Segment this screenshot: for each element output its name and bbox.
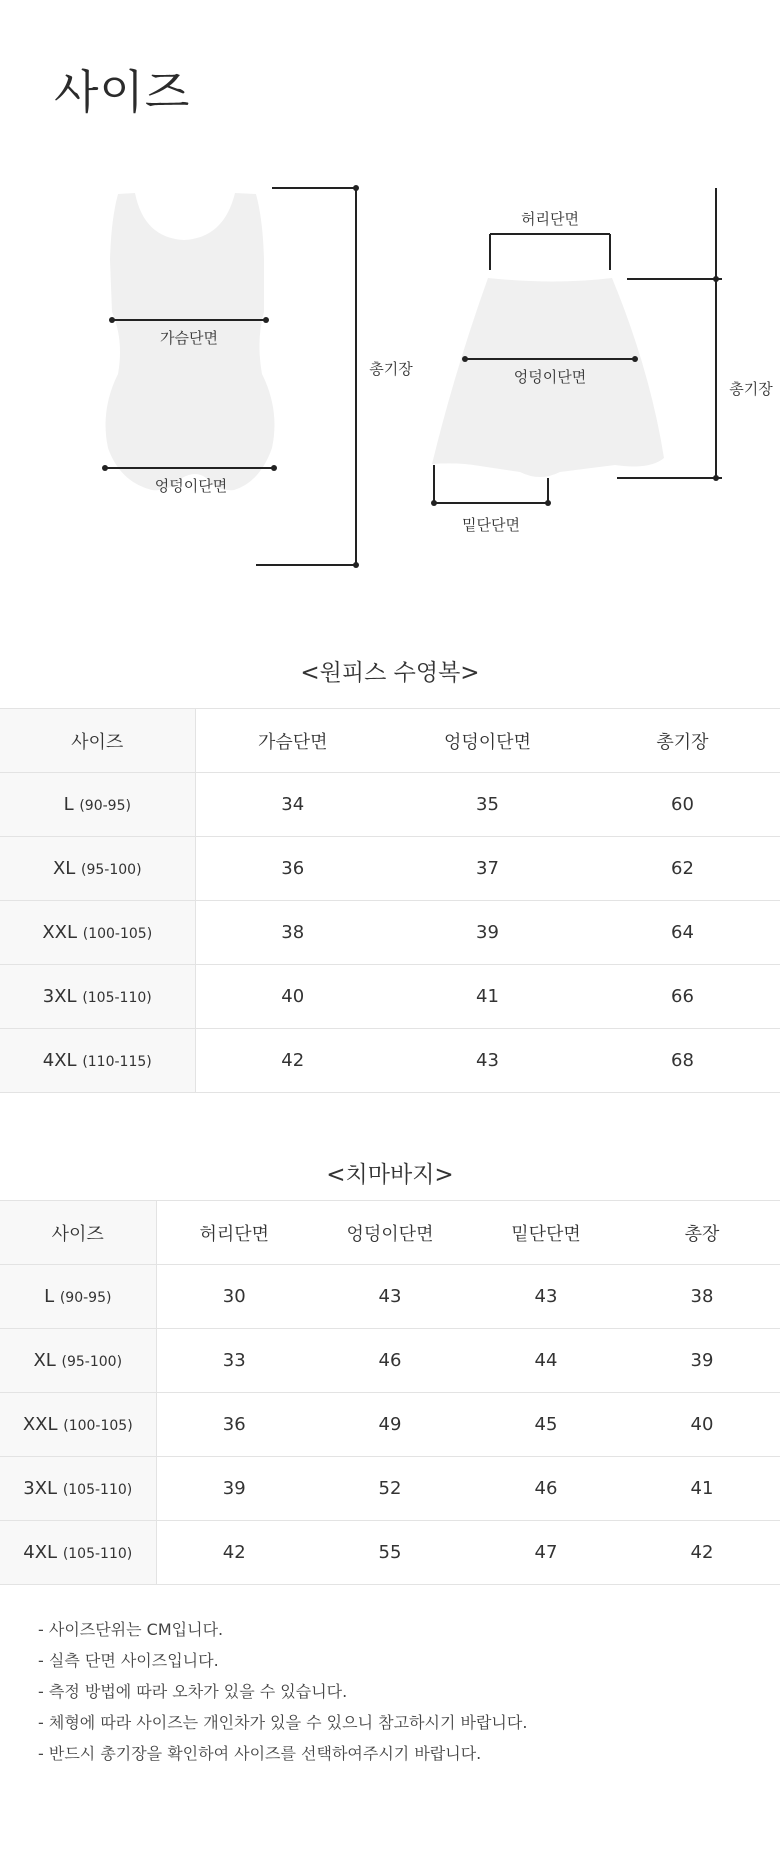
value-cell: 66 (585, 965, 780, 1029)
size-cell (0, 773, 195, 837)
table-row (0, 965, 780, 1029)
table-row (0, 1521, 780, 1585)
swimsuit-chest-label: 가슴단면 (160, 329, 218, 347)
value-cell: 37 (390, 837, 585, 901)
size-label: XL (33, 1350, 56, 1371)
table-row (0, 901, 780, 965)
size-cell (0, 1521, 156, 1585)
size-cell (0, 901, 195, 965)
table-row (0, 1329, 780, 1393)
value-cell: 47 (468, 1521, 624, 1585)
size-label: XXL (42, 922, 78, 943)
table-row (0, 1265, 780, 1329)
size-range: (100-105) (63, 1418, 133, 1434)
value-cell: 36 (156, 1393, 312, 1457)
table-row (0, 1393, 780, 1457)
value-cell: 36 (195, 837, 390, 901)
value-cell: 43 (468, 1265, 624, 1329)
header-length: 총기장 (585, 709, 780, 773)
size-range: (90-95) (59, 1290, 112, 1306)
note-item: - 체형에 따라 사이즈는 개인차가 있을 수 있으니 참고하시기 바랍니다. (38, 1713, 528, 1732)
table-row (0, 773, 780, 837)
value-cell: 46 (468, 1457, 624, 1521)
size-label: 3XL (23, 1478, 58, 1499)
value-cell: 49 (312, 1393, 468, 1457)
value-cell: 40 (624, 1393, 780, 1457)
value-cell: 52 (312, 1457, 468, 1521)
value-cell: 39 (624, 1329, 780, 1393)
onepiece-table-title: <원피스 수영복> (300, 660, 480, 686)
header-size: 사이즈 (0, 1201, 156, 1265)
size-range: (110-115) (82, 1054, 152, 1070)
size-label: XL (52, 858, 76, 879)
value-cell: 34 (195, 773, 390, 837)
size-range: (105-110) (62, 1546, 133, 1562)
size-label: L (63, 794, 74, 815)
measurement-diagram (0, 160, 780, 570)
table-row (0, 1029, 780, 1093)
value-cell: 38 (624, 1265, 780, 1329)
header-size: 사이즈 (0, 709, 195, 773)
size-notes (38, 1614, 527, 1769)
size-label: 4XL (42, 1050, 77, 1071)
value-cell: 42 (624, 1521, 780, 1585)
header-length: 총장 (624, 1201, 780, 1265)
size-range: (105-110) (62, 1482, 133, 1498)
value-cell: 46 (312, 1329, 468, 1393)
note-item: - 반드시 총기장을 확인하여 사이즈를 선택하여주시기 바랍니다. (38, 1744, 482, 1763)
onepiece-size-table (0, 708, 780, 1093)
value-cell: 41 (624, 1457, 780, 1521)
table-row (0, 837, 780, 901)
skirt-size-table (0, 1200, 780, 1585)
size-cell (0, 837, 195, 901)
size-cell (0, 1265, 156, 1329)
swimsuit-hip-label: 엉덩이단면 (154, 477, 228, 495)
note-item: - 실측 단면 사이즈입니다. (38, 1651, 219, 1670)
value-cell: 38 (195, 901, 390, 965)
value-cell: 68 (585, 1029, 780, 1093)
skirt-table-title: <치마바지> (326, 1162, 454, 1188)
value-cell: 39 (156, 1457, 312, 1521)
value-cell: 45 (468, 1393, 624, 1457)
value-cell: 41 (390, 965, 585, 1029)
value-cell: 60 (585, 773, 780, 837)
size-range: (95-100) (81, 862, 142, 878)
value-cell: 62 (585, 837, 780, 901)
size-range: (105-110) (82, 990, 152, 1006)
size-range: (100-105) (82, 926, 153, 942)
size-label: 3XL (42, 986, 77, 1007)
skirt-hem-label: 밑단단면 (462, 516, 520, 534)
value-cell: 39 (390, 901, 585, 965)
value-cell: 40 (195, 965, 390, 1029)
value-cell: 44 (468, 1329, 624, 1393)
value-cell: 55 (312, 1521, 468, 1585)
value-cell: 35 (390, 773, 585, 837)
value-cell: 30 (156, 1265, 312, 1329)
size-cell (0, 1029, 195, 1093)
header-chest: 가슴단면 (195, 709, 390, 773)
size-cell (0, 1457, 156, 1521)
table-header-row (0, 1201, 780, 1265)
size-cell (0, 965, 195, 1029)
size-label: 4XL (23, 1542, 58, 1563)
swimsuit-length-label: 총기장 (369, 360, 413, 378)
skirt-hip-label: 엉덩이단면 (513, 368, 587, 386)
value-cell: 33 (156, 1329, 312, 1393)
page-title: 사이즈 (54, 65, 191, 119)
header-waist: 허리단면 (156, 1201, 312, 1265)
note-item: - 측정 방법에 따라 오차가 있을 수 있습니다. (38, 1682, 348, 1701)
value-cell: 42 (195, 1029, 390, 1093)
table-header-row (0, 709, 780, 773)
size-cell (0, 1329, 156, 1393)
header-hip: 엉덩이단면 (390, 709, 585, 773)
header-hip: 엉덩이단면 (312, 1201, 468, 1265)
size-range: (90-95) (79, 798, 131, 814)
value-cell: 43 (390, 1029, 585, 1093)
table-row (0, 1457, 780, 1521)
value-cell: 64 (585, 901, 780, 965)
size-label: L (44, 1286, 55, 1307)
note-item: - 사이즈단위는 CM입니다. (38, 1620, 224, 1639)
size-label: XXL (22, 1414, 58, 1435)
skirt-length-label: 총기장 (729, 380, 773, 398)
value-cell: 43 (312, 1265, 468, 1329)
value-cell: 42 (156, 1521, 312, 1585)
size-cell (0, 1393, 156, 1457)
header-hem: 밑단단면 (468, 1201, 624, 1265)
skirt-waist-label: 허리단면 (521, 210, 579, 228)
size-range: (95-100) (61, 1354, 123, 1370)
